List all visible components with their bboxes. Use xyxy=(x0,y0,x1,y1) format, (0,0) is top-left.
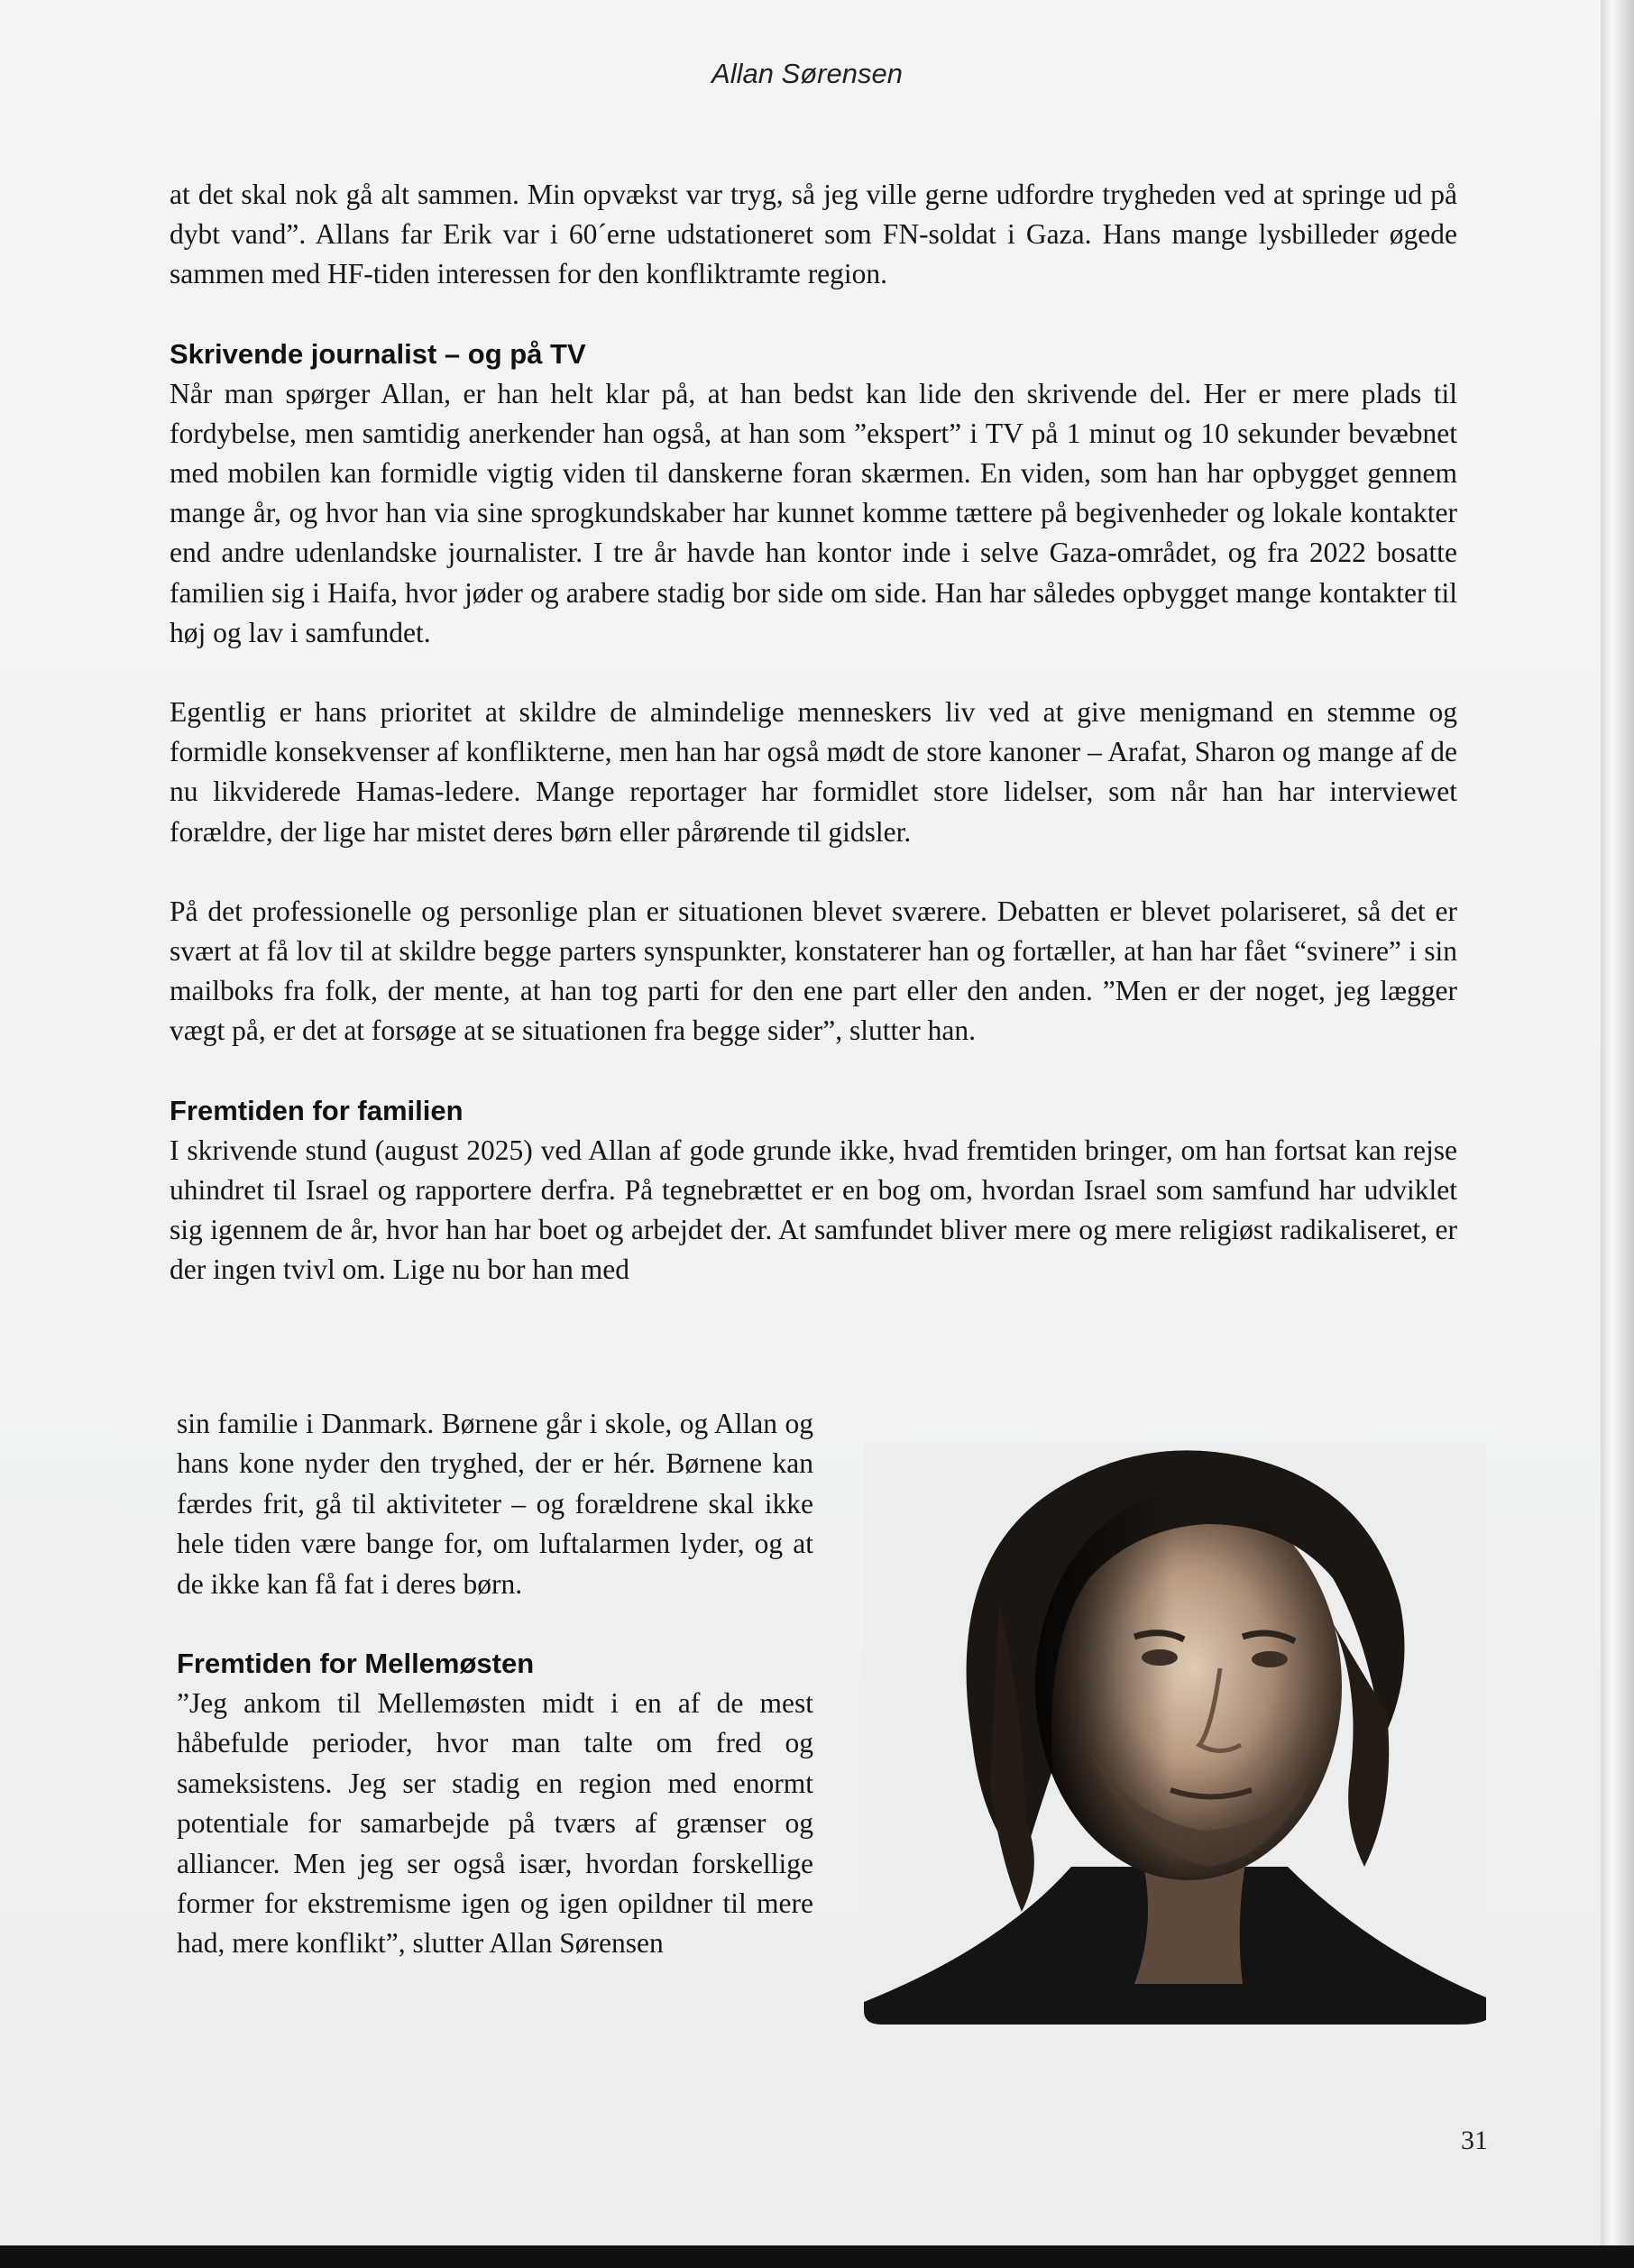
page-edge xyxy=(1601,0,1634,2254)
heading-middle-east: Fremtiden for Mellemøsten xyxy=(177,1648,535,1680)
paragraph-polarization: På det professionelle og personlige plan er situationen blevet sværere. Debatten er blevet polariseret, så det er svært at få lov til at skildre begge parters synspunkter, konstaterer han og fortæller, at han har fået “svinere” i sin mailboks fra folk, der mente, at han tog parti for den ene part eller den anden. ”Men er der noget, jeg lægger vægt på, er det at forsøge at se situationen fra begge sider”, slutter han. xyxy=(170,895,1457,1047)
paragraph-priority: Egentlig er hans prioritet at skildre de almindelige menneskers liv ved at give menigmand en stemme og formidle konsekvenser af konflikterne, men han har også mødt de store kanoner – Arafat, Sharon og mange af de nu likviderede Hamas-ledere. Mange reportager har formidlet store lidelser, som når han har interviewet forældre, der lige har mistet deres børn eller pårørende til gidsler. xyxy=(170,696,1457,848)
paragraph-family: I skrivende stund (august 2025) ved Allan af gode grunde ikke, hvad fremtiden bringer, om han fortsat kan rejse uhindret til Israel og rapportere derfra. På tegnebrættet er en bog om, hvordan Israel som samfund har udviklet sig igennem de år, hvor han har boet og arbejdet der. At samfundet bliver mere og mere religiøst radikaliseret, er der ingen tvivl om. Lige nu bor han med xyxy=(170,1134,1457,1286)
side-column xyxy=(177,1404,813,1964)
running-header: Allan Sørensen xyxy=(711,58,903,89)
paragraph-journalist: Når man spørger Allan, er han helt klar på, at han bedst kan lide den skrivende del. Her er mere plads til fordybelse, men samtidig anerkender han også, at han som ”ekspert” i TV på 1 minut og 10 sekunder bevæbnet med mobilen kan formidle vigtig viden til danskerne foran skærmen. En viden, som han har opbygget gennem mange år, og hvor han via sine sprogkundskaber har kunnet komme tættere på begivenheder og lokale kontakter end andre udenlandske journalister. I tre år havde han kontor inde i selve Gaza-området, og fra 2022 bosatte familien sig i Haifa, hvor jøder og arabere stadig bor side om side. Han har således opbygget mange kontakter til høj og lav i samfundet. xyxy=(170,377,1457,648)
main-column xyxy=(170,175,1457,1290)
paragraph-denmark: sin familie i Danmark. Børnene går i skole, og Allan og hans kone nyder den tryghed, der er hér. Børnene kan færdes frit, gå til aktiviteter – og forældrene skal ikke hele tiden være bange for, om luftalarmen lyder, og at de ikke kan få fat i deres børn. xyxy=(177,1408,813,1600)
heading-journalist: Skrivende journalist – og på TV xyxy=(170,337,586,370)
page-number: 31 xyxy=(1461,2126,1488,2155)
portrait-photo xyxy=(864,1443,1486,2025)
paragraph-middle-east: ”Jeg ankom til Mellemøsten midt i en af de mest håbefulde perioder, hvor man talte om fred og sameksistens. Jeg ser stadig en region med enormt potentiale for samarbejde på tværs af grænser og alliancer. Men jeg ser også især, hvordan forskellige former for ekstremisme igen og igen opildner til mere had, mere konflikt”, slutter Allan Sørensen xyxy=(177,1687,813,1960)
paragraph-intro: at det skal nok gå alt sammen. Min opvækst var tryg, så jeg ville gerne udfordre trygheden ved at springe ud på dybt vand”. Allans far Erik var i 60´erne udstationeret som FN-soldat i Gaza. Hans mange lysbilleder øgede sammen med HF-tiden interessen for den konfliktramte region. xyxy=(170,179,1457,290)
background-strip xyxy=(0,2245,1634,2268)
heading-family: Fremtiden for familien xyxy=(170,1094,464,1126)
